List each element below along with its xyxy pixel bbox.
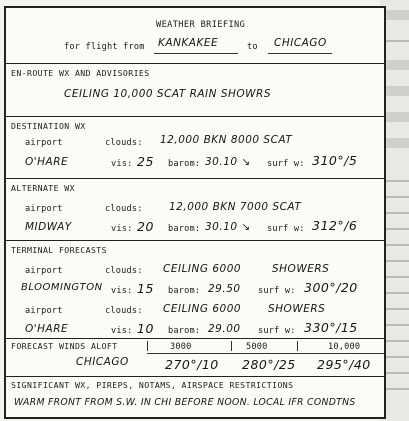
alternate-barom-label: barom: <box>168 224 201 234</box>
to-label: to <box>247 42 258 52</box>
terminal-vis-label: vis: <box>111 286 133 296</box>
alternate-airport-value: MIDWAY <box>25 221 72 233</box>
destination-airport-label: airport <box>25 138 63 148</box>
alternate-vis-value: 20 <box>137 219 154 234</box>
destination-vis-value: 25 <box>137 154 154 169</box>
terminal-clouds-value: CEILING 6000 <box>163 303 242 315</box>
alternate-barom-value: 30.10 ↘ <box>205 221 251 233</box>
destination-airport-value: O'HARE <box>25 156 69 168</box>
alternate-heading: ALTERNATE WX <box>11 183 75 193</box>
flight-from-value: KANKAKEE <box>158 37 219 49</box>
divider <box>6 376 384 377</box>
terminal-clouds2-value: SHOWERS <box>272 263 330 275</box>
alternate-surf-value: 312°/6 <box>312 218 358 233</box>
from-underline <box>154 53 238 54</box>
destination-surf-label: surf w: <box>267 159 305 169</box>
terminal-barom-value: 29.00 <box>208 323 241 335</box>
terminal-airport-label: airport <box>25 266 63 276</box>
winds-value: 295°/40 <box>317 357 371 372</box>
terminal-clouds-label: clouds: <box>105 306 143 316</box>
destination-clouds-label: clouds: <box>105 138 143 148</box>
enroute-heading: EN-ROUTE WX AND ADVISORIES <box>11 68 150 78</box>
alternate-clouds-label: clouds: <box>105 204 143 214</box>
terminal-heading: TERMINAL FORECASTS <box>11 245 107 255</box>
alternate-airport-label: airport <box>25 204 63 214</box>
terminal-surf-value: 300°/20 <box>304 280 358 295</box>
to-underline <box>268 53 332 54</box>
terminal-airport-value: BLOOMINGTON <box>21 282 103 293</box>
winds-aloft-heading: FORECAST WINDS ALOFT <box>11 341 118 351</box>
terminal-airport-value: O'HARE <box>25 323 69 335</box>
terminal-barom-label: barom: <box>168 286 201 296</box>
alternate-clouds-value: 12,000 BKN 7000 SCAT <box>169 201 302 213</box>
terminal-surf-label: surf w: <box>258 326 296 336</box>
destination-surf-value: 310°/5 <box>312 153 358 168</box>
winds-altitude-label: 3000 <box>170 342 192 352</box>
divider <box>6 63 384 64</box>
terminal-barom-label: barom: <box>168 326 201 336</box>
terminal-airport-label: airport <box>25 306 63 316</box>
column-separator <box>231 341 232 351</box>
significant-text: WARM FRONT FROM S.W. IN CHI BEFORE NOON. LOCAL IFR CONDTNS <box>14 397 356 408</box>
divider <box>6 116 384 117</box>
terminal-surf-label: surf w: <box>258 286 296 296</box>
terminal-clouds2-value: SHOWERS <box>268 303 326 315</box>
flight-from-label: for flight from <box>64 42 145 52</box>
alternate-surf-label: surf w: <box>267 224 305 234</box>
winds-altitude-label: 10,000 <box>328 342 361 352</box>
flight-to-value: CHICAGO <box>274 37 327 49</box>
destination-barom-label: barom: <box>168 159 201 169</box>
enroute-text: CEILING 10,000 SCAT RAIN SHOWRS <box>64 88 272 100</box>
winds-header-rule <box>147 353 384 354</box>
significant-heading: SIGNIFICANT WX, PIREPS, NOTAMS, AIRSPACE RESTRICTIONS <box>11 380 294 390</box>
destination-clouds-value: 12,000 BKN 8000 SCAT <box>160 134 293 146</box>
terminal-barom-value: 29.50 <box>208 283 241 295</box>
winds-value: 280°/25 <box>242 357 296 372</box>
alternate-vis-label: vis: <box>111 224 133 234</box>
winds-altitude-label: 5000 <box>246 342 268 352</box>
terminal-vis-value: 15 <box>137 281 154 296</box>
terminal-clouds-label: clouds: <box>105 266 143 276</box>
divider <box>6 178 384 179</box>
divider <box>6 338 384 339</box>
destination-heading: DESTINATION WX <box>11 121 86 131</box>
terminal-vis-label: vis: <box>111 326 133 336</box>
form-title: WEATHER BRIEFING <box>156 20 246 30</box>
weather-briefing-form <box>4 6 386 419</box>
divider <box>6 240 384 241</box>
column-separator <box>147 341 148 351</box>
destination-barom-value: 30.10 ↘ <box>205 156 251 168</box>
terminal-surf-value: 330°/15 <box>304 320 358 335</box>
winds-value: 270°/10 <box>165 357 219 372</box>
winds-station-value: CHICAGO <box>76 356 129 368</box>
destination-vis-label: vis: <box>111 159 133 169</box>
column-separator <box>297 341 298 351</box>
terminal-clouds-value: CEILING 6000 <box>163 263 242 275</box>
terminal-vis-value: 10 <box>137 321 154 336</box>
